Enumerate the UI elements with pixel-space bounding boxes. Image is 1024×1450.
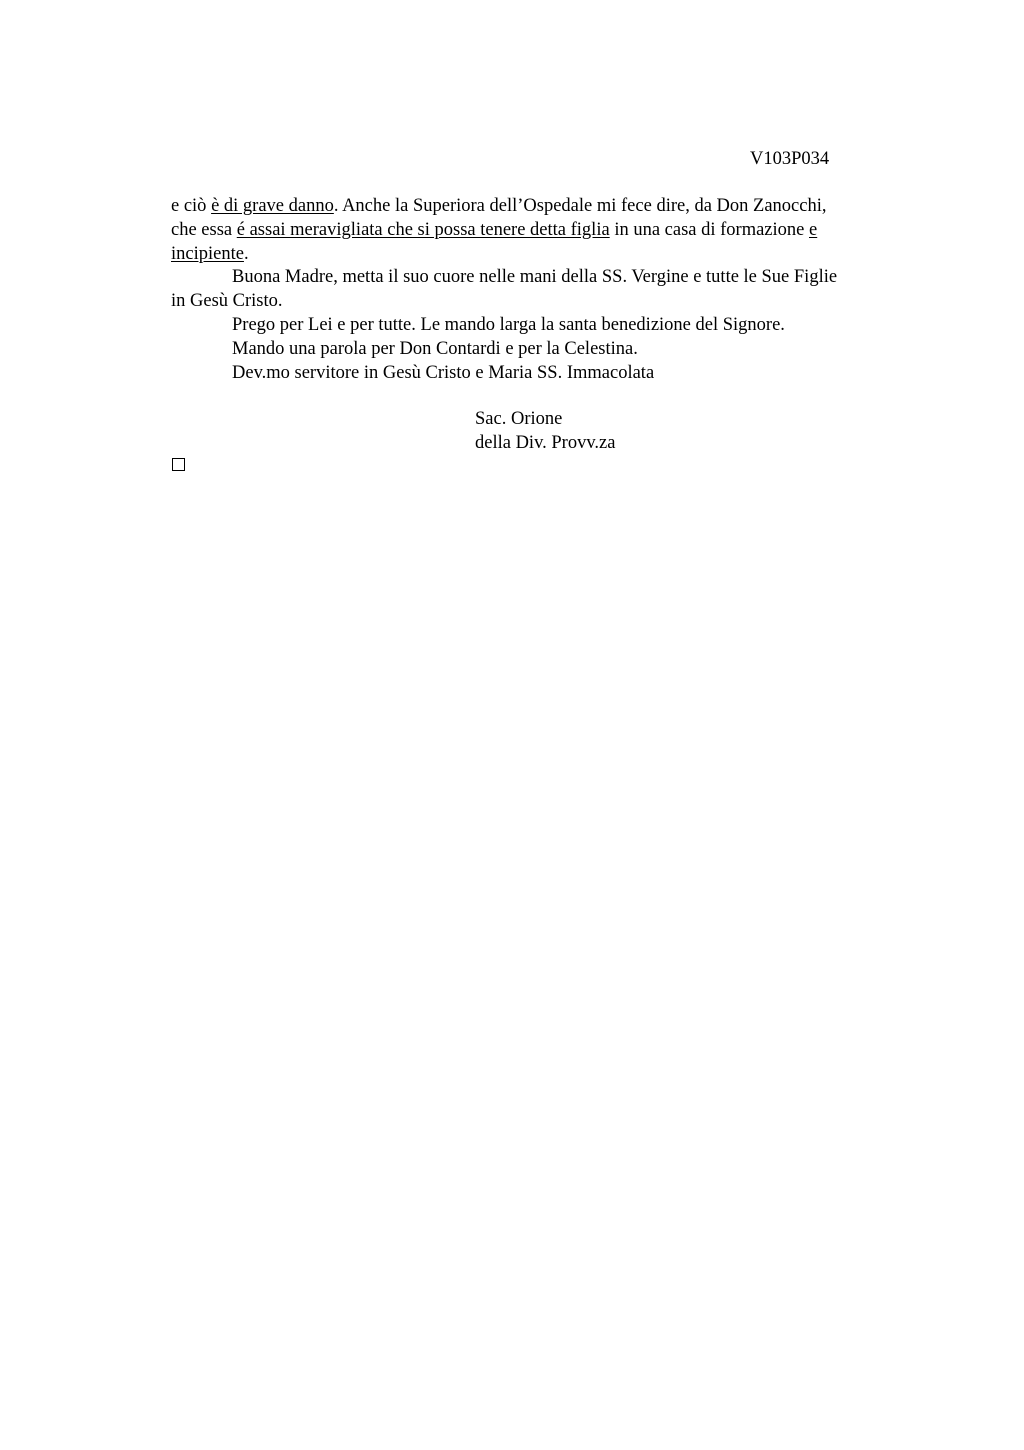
text-segment: in una casa di formazione xyxy=(609,219,809,240)
underlined-text: e xyxy=(809,219,818,240)
text-segment: . xyxy=(243,243,249,264)
text-segment: . Anche la Superiora dell’Ospedale mi fece dire, da Don Zanocchi, xyxy=(333,196,827,216)
text-segment: e ciò xyxy=(171,196,212,216)
underlined-text: è di grave danno xyxy=(211,196,334,216)
signature-name: Sac. Orione xyxy=(475,409,563,429)
signature-block xyxy=(475,407,615,455)
letter-line-5: in Gesù Cristo. xyxy=(171,291,283,312)
empty-square-icon xyxy=(172,458,185,471)
underlined-text: é assai meravigliata che si possa tenere detta figlia xyxy=(236,219,610,240)
text-segment: che essa xyxy=(171,219,237,240)
letter-line-2 xyxy=(171,219,916,243)
signature-title: della Div. Provv.za xyxy=(475,433,616,453)
letter-line-4: Buona Madre, metta il suo cuore nelle mani della SS. Vergine e tutte le Sue Figlie xyxy=(232,267,838,288)
letter-line-7: Mando una parola per Don Contardi e per la Celestina. xyxy=(232,338,638,359)
underlined-text: incipiente xyxy=(171,243,244,264)
document-id: V103P034 xyxy=(750,149,830,169)
letter-line-6: Prego per Lei e per tutte. Le mando larga la santa benedizione del Signore. xyxy=(232,314,785,335)
letter-line-8: Dev.mo servitore in Gesù Cristo e Maria SS. Immacolata xyxy=(232,362,655,383)
letter-line-3 xyxy=(171,243,916,267)
letter-line-1 xyxy=(171,195,916,219)
letter-body xyxy=(171,195,916,385)
